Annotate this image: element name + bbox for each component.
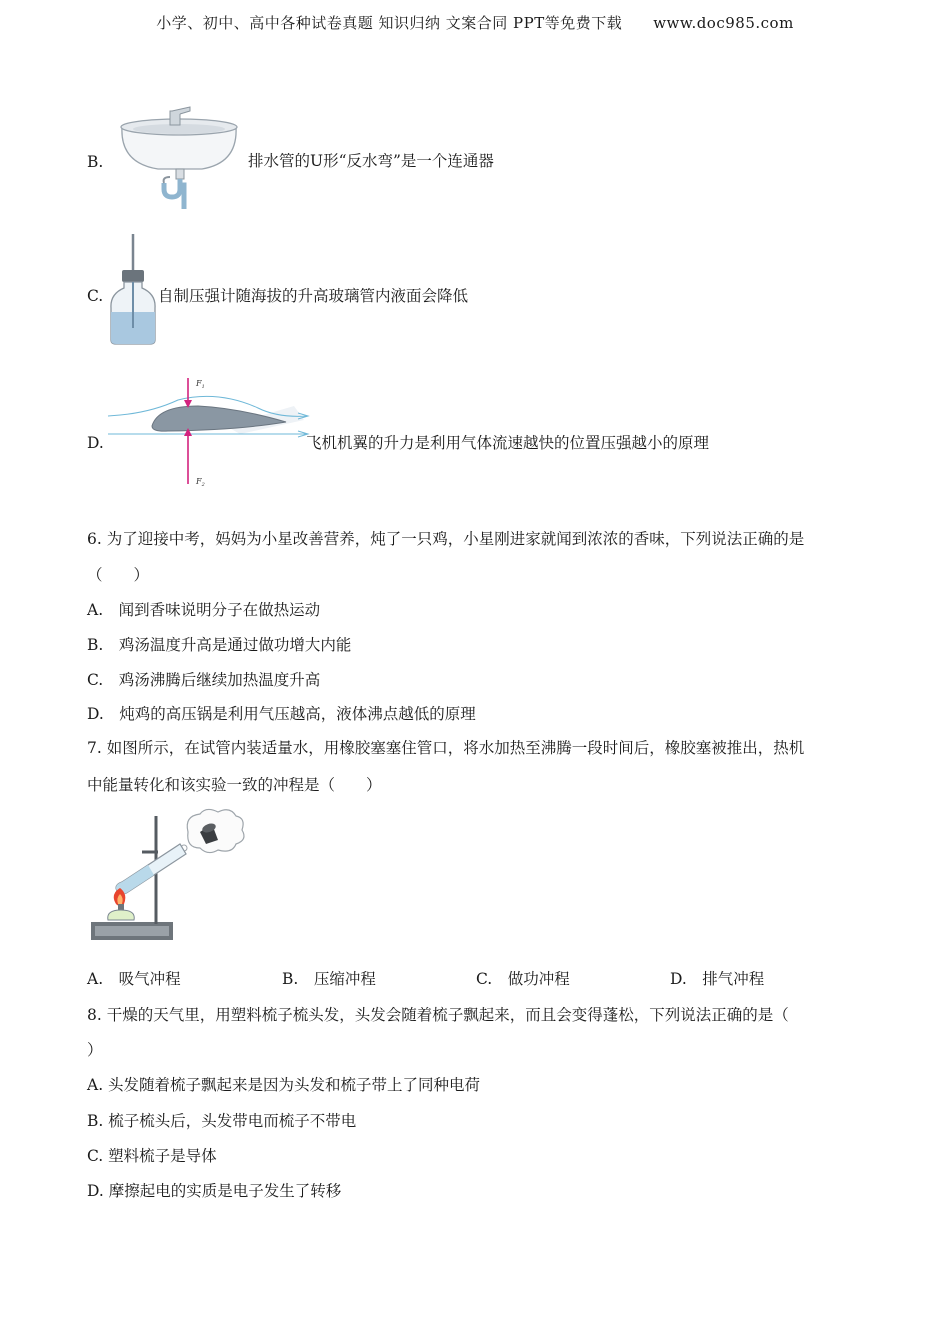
q8-option-d: D. 摩擦起电的实质是电子发生了转移 <box>87 1182 342 1200</box>
option-b-text: 排水管的U形“反水弯”是一个连通器 <box>248 152 494 170</box>
q7-option-c: C. 做功冲程 <box>476 970 570 988</box>
q8-stem-line1: 8. 干燥的天气里，用塑料梳子梳头发，头发会随着梳子飘起来，而且会变得蓬松，下列说法正确的是（ <box>87 1006 789 1024</box>
svg-text:F2 <box>195 477 205 488</box>
option-d-text: 飞机机翼的升力是利用气体流速越快的位置压强越小的原理 <box>306 434 710 452</box>
q7-stem-line2: 中能量转化和该实验一致的冲程是（ ） <box>87 776 382 794</box>
q8-option-a: A. 头发随着梳子飘起来是因为头发和梳子带上了同种电荷 <box>87 1076 481 1094</box>
q8-option-b: B. 梳子梳头后，头发带电而梳子不带电 <box>87 1112 357 1130</box>
sink-image <box>118 105 242 213</box>
option-c-text: 自制压强计随海拔的升高玻璃管内液面会降低 <box>158 287 469 305</box>
q6-option-a: A. 闻到香味说明分子在做热运动 <box>87 601 321 619</box>
force-f2-label: F <box>196 477 202 486</box>
svg-text:F1 <box>195 379 205 390</box>
force-f1-subscript: 1 <box>201 384 205 390</box>
option-d-letter: D. <box>87 434 104 452</box>
q7-option-d: D. 排气冲程 <box>670 970 765 988</box>
q8-option-c: C. 塑料梳子是导体 <box>87 1147 217 1165</box>
q7-option-a: A. 吸气冲程 <box>87 970 181 988</box>
q6-option-d: D. 炖鸡的高压锅是利用气压越高，液体沸点越低的原理 <box>87 705 476 723</box>
q6-stem-line2: （ ） <box>87 566 150 584</box>
q6-option-b: B. 鸡汤温度升高是通过做功增大内能 <box>87 636 352 654</box>
q6-stem-line1: 6. 为了迎接中考，妈妈为小星改善营养，炖了一只鸡，小星刚进家就闻到浓浓的香味，下列说法正确的是 <box>87 530 805 548</box>
barometer-bottle-image <box>108 232 158 347</box>
option-b-letter: B. <box>87 153 104 171</box>
airfoil-diagram <box>108 374 313 490</box>
force-f2-subscript: 2 <box>201 482 205 488</box>
q7-stem-line1: 7. 如图所示，在试管内装适量水，用橡胶塞塞住管口，将水加热至沸腾一段时间后，橡胶塞被推出，热机 <box>87 739 805 757</box>
option-c-letter: C. <box>87 287 104 305</box>
force-f1-label: F <box>196 379 202 388</box>
q8-stem-line2: ） <box>87 1041 103 1059</box>
q7-option-b: B. 压缩冲程 <box>282 970 376 988</box>
test-tube-experiment-image <box>88 808 248 948</box>
page-header: 小学、初中、高中各种试卷真题 知识归纳 文案合同 PPT等免费下载 www.doc985.com <box>156 14 794 32</box>
q6-option-c: C. 鸡汤沸腾后继续加热温度升高 <box>87 671 321 689</box>
